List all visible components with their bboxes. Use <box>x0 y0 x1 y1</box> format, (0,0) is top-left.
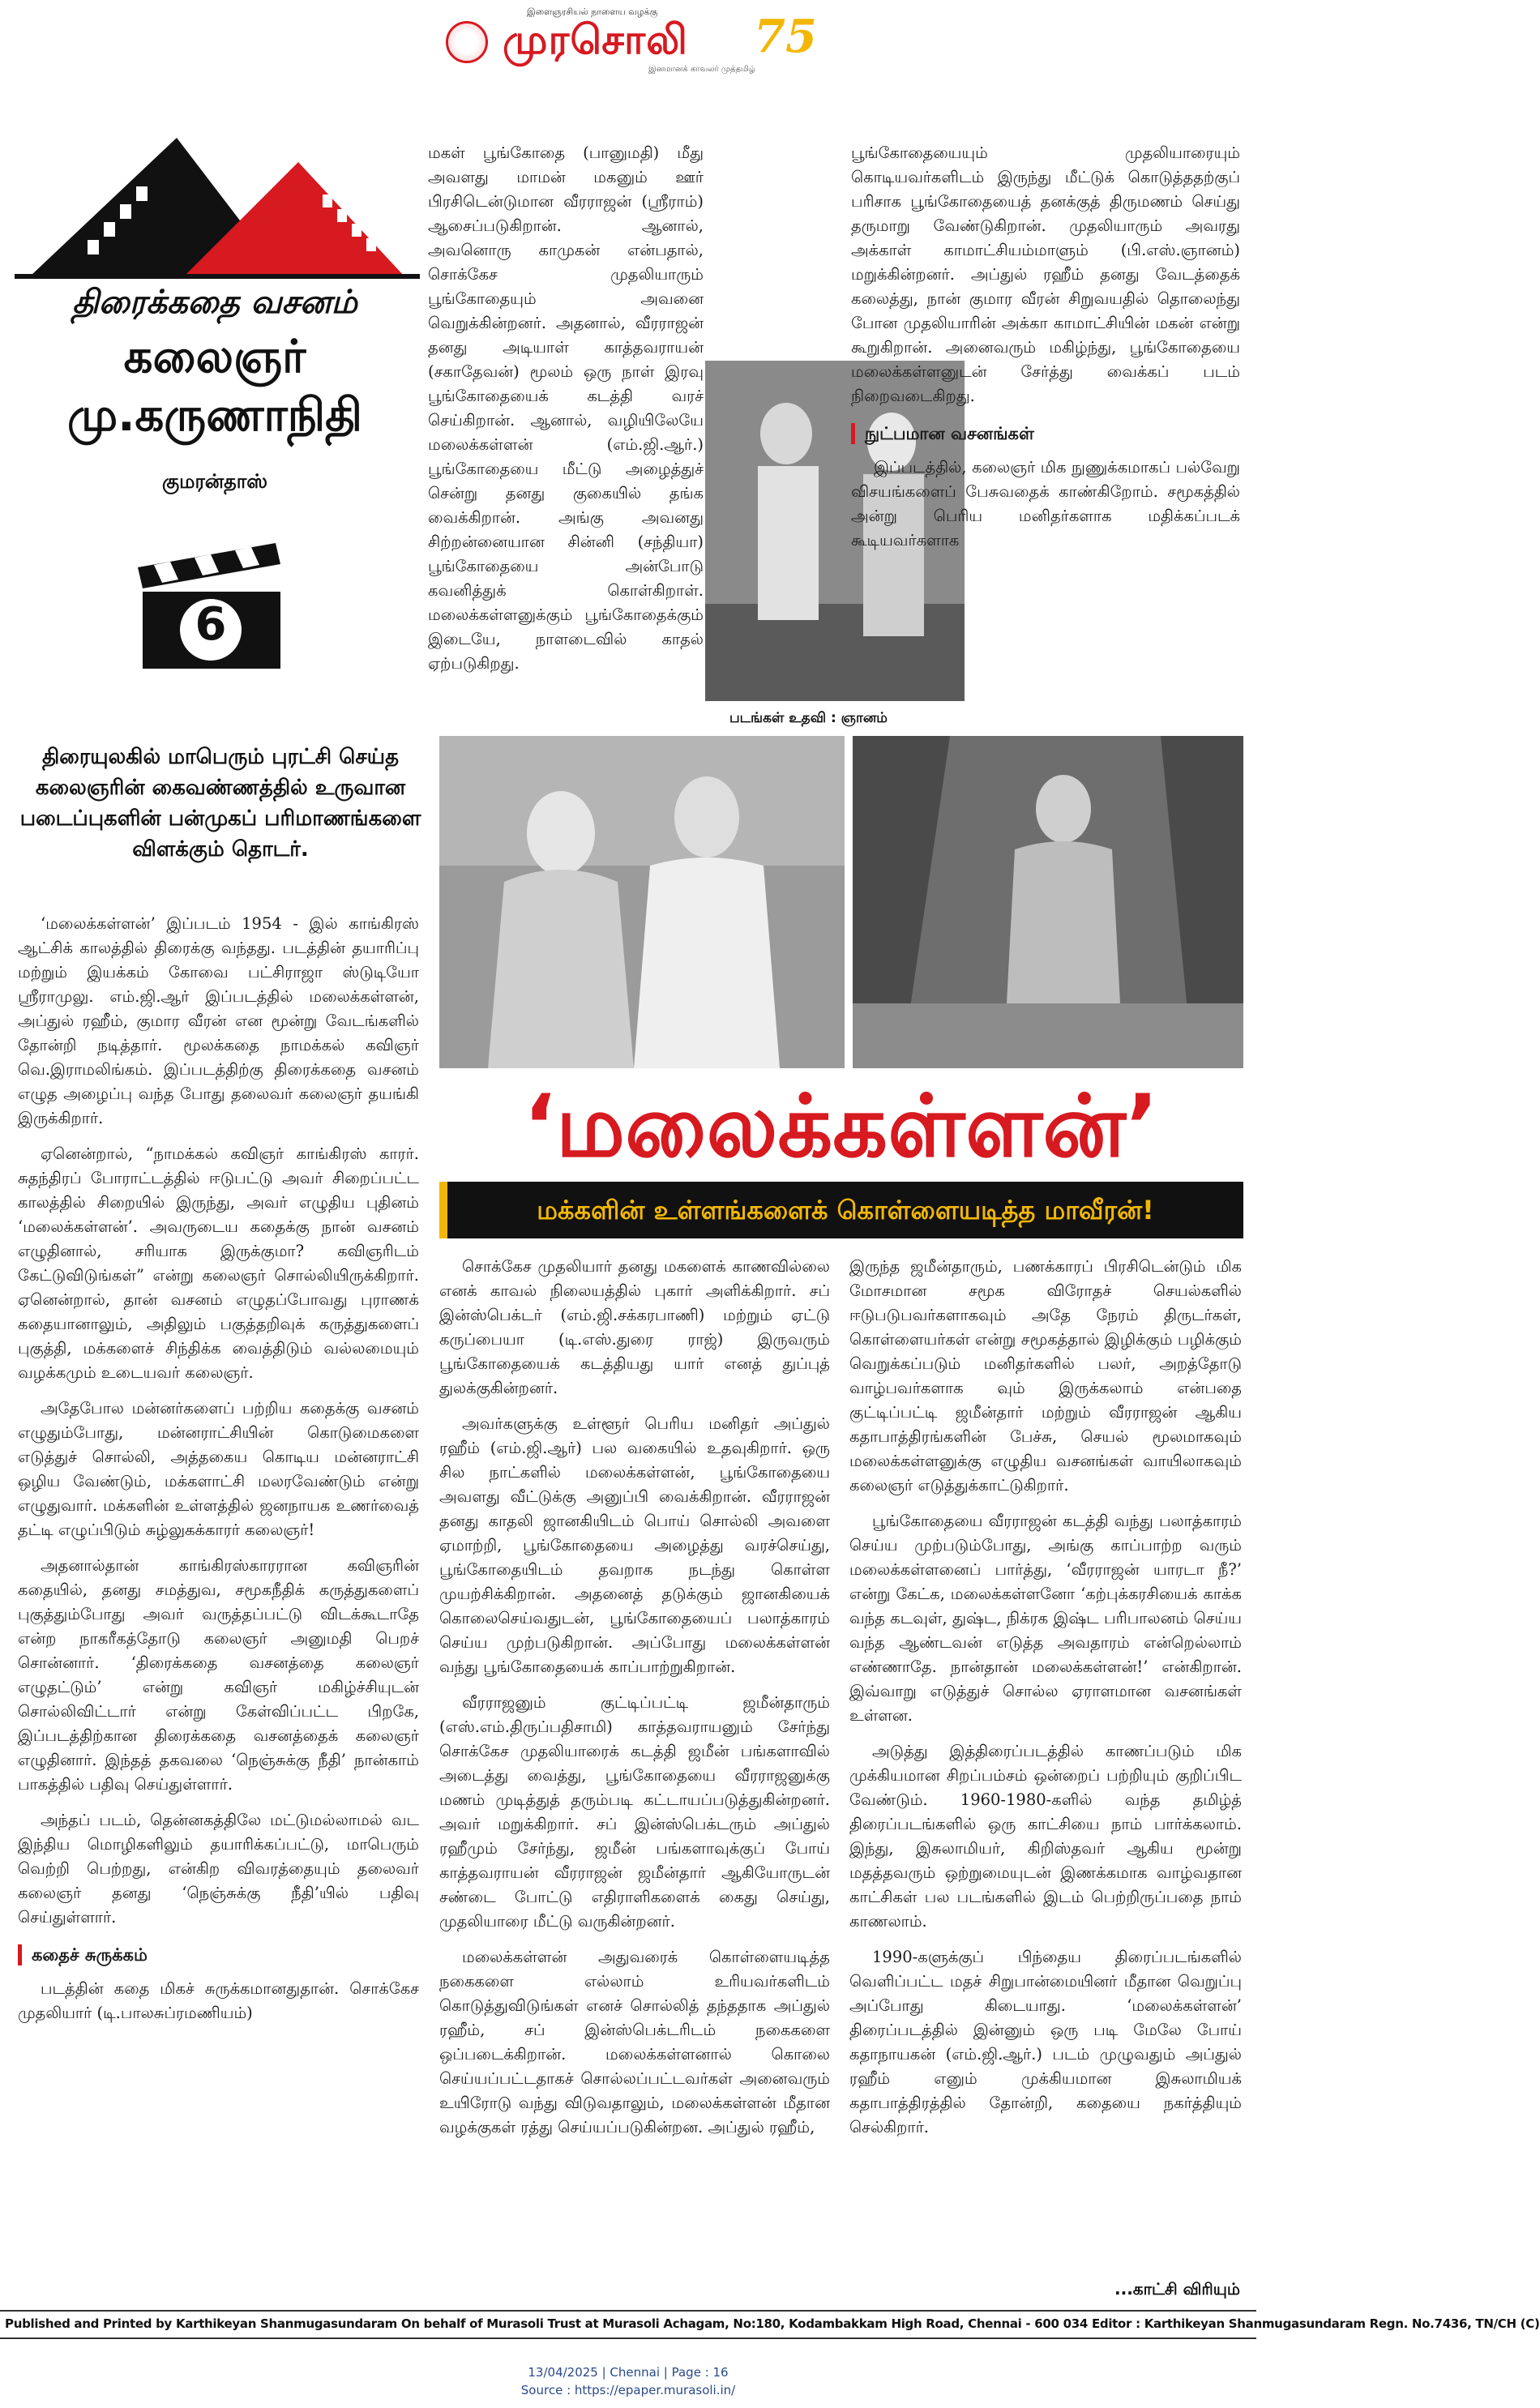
clapboard-icon <box>130 535 292 673</box>
subhead-dialogue <box>851 421 1240 446</box>
footer-dateline: 13/04/2025 | Chennai | Page : 16 <box>528 2365 729 2380</box>
left-p4: அதனால்தான் காங்கிரஸ்காரரான கவிஞரின் கதையில், தனது சமத்துவ, சமூகநீதிக் கருத்துகளைப் புகுத்தும்போது அவர் வருத்தப்பட்டு விடக்கூடாதே என்ற நாகரீகத்தோடு கலைஞர் அனுமதி பெறச் சொன்னார். ‘திரைக்கதை வசனத்தை கலைஞர் எழுதட்டும்’ என்று கவிஞர் மகிழ்ச்சியுடன் சொல்லிவிட்டார் என்று கேள்விப்பட்ட பிறகே, இப்படத்திற்கான திரைக்கதை வசனத்தைக் கலைஞர் எழுதினார். இந்தத் தகவலை ‘நெஞ்சுக்கு நீதி’ நான்காம் பாகத்தில் பதிவு செய்துள்ளார். <box>18 1556 419 1794</box>
right-bottom-p4: 1990-களுக்குப் பிந்தைய திரைப்படங்களில் வெளிப்பட்ட மதச் சிறுபான்மையினர் மீதான வெறுப்பு அப்போது கிடையாது. ‘மலைக்கள்ளன்’ திரைப்படத்தில் இன்னும் ஒரு படி மேலே போய் கதாநாயகன் (எம்.ஜி.ஆர்.) படம் முழுவதும் அப்துல் ரஹீம் எனும் முக்கியமான இசுலாமியக் கதாபாத்திரத்தில் தோன்றி, கதையை நகர்த்தியும் செல்கிறார். <box>849 1948 1242 2136</box>
mid-bottom-p1: சொக்கேச முதலியார் தனது மகளைக் காணவில்லை எனக் காவல் நிலையத்தில் புகார் அளிக்கிறார். சப் இன்ஸ்பெக்டர் (எம்.ஜி.சக்கரபாணி) மற்றும் ஏட்டு கருப்பையா (டி.எஸ்.துரை ராஜ்) இருவரும் பூங்கோதையைக் கடத்தியது யார் எனத் துப்புத் துலக்குகின்றனர். <box>439 1257 830 1397</box>
series-logo <box>15 130 420 280</box>
anniversary-badge: 75 <box>754 10 817 63</box>
footer-rule <box>0 2310 1256 2312</box>
middle-bottom-column <box>439 1255 830 2296</box>
footer-rule-2 <box>0 2337 1256 2339</box>
still-photo-couple <box>439 736 845 1068</box>
masthead <box>438 5 819 86</box>
right-top-p2: இப்படத்தில், கலைஞர் மிக நுணுக்கமாகப் பல்வேறு விசயங்களைப் பேசுவதைக் காண்கிறோம். சமூகத்தில் அன்று பெரிய மனிதர்களாக மதிக்கப்படக் கூடியவர்களாக <box>851 458 1240 550</box>
episode-number: 6 <box>195 598 227 651</box>
right-top-column <box>851 141 1240 708</box>
headline-title: ‘மலைக்கள்ளன்’ <box>523 1076 1159 1176</box>
right-top-p1: பூங்கோதையையும் முதலியாரையும் கொடியவர்களிடம் இருந்து மீட்டுக் கொடுத்ததற்குப் பரிசாக பூங்கோதையைத் தனக்குத் திருமணம் செய்து தருமாறு வேண்டுகிறான். முதலியாரும் அவரது அக்காள் காமாட்சியம்மாளும் (பி.எஸ்.ஞானம்) மறுக்கின்றனர். அப்துல் ரஹீம் தனது வேடத்தைக் கலைத்து, நான் குமார வீரன் சிறுவயதில் தொலைந்து போன முதலியாரின் அக்கா காமாட்சியின் மகன் என்று கூறுகிறான். அனைவரும் மகிழ்ந்து, பூங்கோதையை மலைக்கள்ளனுடன் சேர்த்து வைக்கப் படம் நிறைவடைகிறது. <box>851 143 1240 405</box>
masthead-sub: இனமானக் காவலர் முத்தமிழ் <box>648 65 755 74</box>
mid-bottom-p2: அவர்களுக்கு உள்ளூர் பெரிய மனிதர் அப்துல் ரஹீம் (எம்.ஜி.ஆர்) பல வகையில் உதவுகிறார். ஒரு சில நாட்களில் மலைக்கள்ளன், பூங்கோதையை அவளது வீட்டுக்கு அனுப்பி வைக்கிறான். வீரராஜன் தனது காதலி ஜானகியிடம் பொய் சொல்லி அவளை ஏமாற்றி, பூங்கோதையை அழைத்து வரச்செய்து, பூங்கோதையிடம் தவறாக நடந்து கொள்ள முயற்சிக்கிறான். அதனைத் தடுக்கும் ஜானகியைக் கொலைசெய்வதுடன், பூங்கோதையைப் பலாத்காரம் செய்ய முற்படுகிறான். அப்போது மலைக்கள்ளன் வந்து பூங்கோதையைக் காப்பாற்றுகிறான். <box>439 1414 830 1676</box>
subhead-bar <box>18 1944 22 1965</box>
right-bottom-p2: பூங்கோதையை வீரராஜன் கடத்தி வந்து பலாத்காரம் செய்ய முற்படும்போது, அங்கு காப்பாற்ற வரும் மலைக்கள்ளனைப் பார்த்து, ‘வீரராஜன் யாரடா நீ?’ என்று கேட்க, மலைக்கள்ளனோ ‘கற்புக்கரசியைக் காக்க வந்த கடவுள், துஷ்ட, நிக்ரக இஷ்ட பரிபாலனம் செய்ய வந்த ஆண்டவன் எடுத்த அவதாரம் என்றெல்லாம் எண்ணாதே. நான்தான் மலைக்கள்ளன்!’ என்கிறான். இவ்வாறு எடுத்துச் சொல்ல ஏராளமான வசனங்கள் உள்ளன. <box>849 1512 1242 1725</box>
left-p2: ஏனென்றால், “நாமக்கல் கவிஞர் காங்கிரஸ் காரர். சுதந்திரப் போராட்டத்தில் ஈடுபட்டு அவர் சிறைப்பட்ட காலத்தில் சிறையில் இருந்து, அவர் எழுதிய புதினம் ‘மலைக்கள்ளன்’. அவருடைய கதைக்கு நான் வசனம் எழுதினால், சரியாக இருக்குமா? கவிஞரிடம் கேட்டுவிடுங்கள்” என்று கலைஞர் சொல்லியிருக்கிறார். ஏனென்றால், தான் வசனம் எழுதப்போவது புராணக் கதையானாலும், அதிலும் பகுத்தறிவுக் கருத்துகளைப் புகுத்தி, மக்களைச் சிந்திக்க வைத்திடும் வல்லமையும் வழக்கமும் உடையவர் கலைஞர். <box>18 1144 419 1382</box>
emblem-icon <box>446 21 488 63</box>
subhead-bar <box>851 423 855 444</box>
series-title-2: கலைஞர் <box>123 331 306 383</box>
left-p6: படத்தின் கதை மிகச் சுருக்கமானதுதான். சொக்கேச முதலியார் (டி.பாலசுப்ரமணியம்) <box>18 1979 419 2022</box>
subhead-dialogue-label: நுட்பமான வசனங்கள் <box>865 424 1034 443</box>
masthead-name: முரசொலி <box>503 16 688 63</box>
headline-subtitle: மக்களின் உள்ளங்களைக் கொள்ளையடித்த மாவீரன்! <box>537 1195 1154 1225</box>
left-p5: அந்தப் படம், தென்னகத்திலே மட்டுமல்லாமல் வட இந்திய மொழிகளிலும் தயாரிக்கப்பட்டு, மாபெரும் வெற்றி பெற்றது, என்கிற விவரத்தையும் தலைவர் கலைஞர் தனது ‘நெஞ்சுக்கு நீதி’யில் பதிவு செய்துள்ளார். <box>18 1811 419 1927</box>
left-column <box>18 912 419 2294</box>
byline: குமரன்தாஸ் <box>161 470 268 493</box>
left-p1: ‘மலைக்கள்ளன்’ இப்படம் 1954 - இல் காங்கிரஸ் ஆட்சிக் காலத்தில் திரைக்கு வந்தது. படத்தின் தயாரிப்பு மற்றும் இயக்கம் கோவை பட்சிராஜா ஸ்டுடியோ ஸ்ரீராமுலு. எம்.ஜி.ஆர் இப்படத்தில் மலைக்கள்ளன், அப்துல் ரஹீம், குமார வீரன் என மூன்று வேடங்களில் தோன்றி நடித்தார். மூலக்கதை நாமக்கல் கவிஞர் வெ.இராமலிங்கம். இப்படத்திற்கு திரைக்கதை வசனம் எழுத அழைப்பு வந்த போது தலைவர் கலைஞர் தயங்கி இருக்கிறார். <box>18 914 419 1127</box>
film-triangles-icon <box>15 130 420 280</box>
footer-imprint: Published and Printed by Karthikeyan Shanmugasundaram On behalf of Murasoli Trust at Murasoli Achagam, No:180, Kodambakkam High Road, Chennai - 600 034 Editor : Karthikeyan Shanmugasundaram Regn. No.7436, TN/CH (C) <box>5 2316 1540 2331</box>
middle-top-column <box>428 141 704 708</box>
continued-note: ...காட்சி விரியும் <box>1114 2279 1240 2299</box>
mid-bottom-p3: வீரராஜனும் குட்டிப்பட்டி ஜமீன்தாரும் (எஸ்.எம்.திருப்பதிசாமி) காத்தவராயனும் சேர்ந்து சொக்கேச முதலியாரைக் கடத்தி ஜமீன் பங்களாவில் அடைத்து வைத்து, பூங்கோதையை வீரராஜனுக்கு மணம் முடித்துத் தரும்படி கட்டாயப்படுத்துகின்றனர். அவர் மறுக்கிறார். சப் இன்ஸ்பெக்டரும் அப்துல் ரஹீமும் சேர்ந்து, ஜமீன் பங்களாவுக்குப் போய் காத்தவராயன் வீரராஜன் ஜமீன்தார் ஆகியோருடன் சண்டை போட்டு எதிராளிகளைக் கைது செய்து, முதலியாரை மீட்டு வருகின்றனர். <box>439 1693 830 1931</box>
headline-subtitle-bar <box>439 1182 1243 1238</box>
photo-credit: படங்கள் உதவி : ஞானம் <box>729 710 888 726</box>
masthead-tagline: இளைஞரசியல் நாளைய வழக்கு <box>527 6 658 17</box>
left-p3: அதேபோல மன்னர்களைப் பற்றிய கதைக்கு வசனம் எழுதும்போது, மன்னராட்சியின் கொடுமைகளை எடுத்துச் சொல்லி, அத்தகைய கொடிய மன்னராட்சி ஒழிய வேண்டும், மக்களாட்சி மலரவேண்டும் என்று எழுதுவார். மக்களின் உள்ளத்தில் ஜனநாயக உணர்வைத் தட்டி எழுப்பிடும் சுழ்லுகக்காரர் கலைஞர்! <box>18 1399 419 1539</box>
right-bottom-column <box>849 1255 1242 2272</box>
series-title-1: திரைக்கதை வசனம் <box>72 284 357 321</box>
mid-top-p1: மகள் பூங்கோதை (பானுமதி) மீது அவளது மாமன் மகனும் ஊர் பிரசிடென்டுமான வீரராஜன் (ஸ்ரீராம்) ஆசைப்படுகிறான். ஆனால், அவனொரு காமுகன் என்பதால், சொக்கேச முதலியாரும் பூங்கோதையும் அவனை வெறுக்கின்றனர். அதனால், வீரராஜன் தனது அடியாள் காத்தவராயன் (சகாதேவன்) மூலம் ஒரு நாள் இரவு பூங்கோதையைக் கடத்தி வரச் செய்கிறான். ஆனால், வழியிலேயே மலைக்கள்ளன் (எம்.ஜி.ஆர்.) பூங்கோதையை மீட்டு அழைத்துச் சென்று தனது குகையில் தங்க வைக்கிறான். அங்கு அவனது சிற்றன்னையான சின்னி (சந்தியா) பூங்கோதையை அன்போடு கவனித்துக் கொள்கிறாள். மலைக்கள்ளனுக்கும் பூங்கோதைக்கும் இடையே, நாளடைவில் காதல் ஏற்படுகிறது. <box>428 143 704 673</box>
right-bottom-p1: இருந்த ஜமீன்தாரும், பணக்காரப் பிரசிடென்டும் மிக மோசமான சமூக விரோதச் செயல்களில் ஈடுபடுபவர்களாகவும் அதே நேரம் திருடர்கள், கொள்ளையர்கள் என்று சமூகத்தால் இழிக்கும் பழிக்கும் வெறுக்கப்படும் மனிதர்களில் பலர், அறத்தோடு வாழ்பவர்களாக வும் இருக்கலாம் என்பதை குட்டிப்பட்டி ஜமீன்தார் மற்றும் வீரராஜன் ஆகிய கதாபாத்திரங்களின் பேச்சு, செயல் மூலமாகவும் மலைக்கள்ளனுக்கு எழுதிய வசனங்கள் வாயிலாகவும் கலைஞர் எடுத்துக்காட்டுகிறார். <box>849 1257 1242 1495</box>
series-intro: திரையுலகில் மாபெரும் புரட்சி செய்த கலைஞரின் கைவண்ணத்தில் உருவான படைப்புகளின் பன்முகப் பரிமாணங்களை விளக்கும் தொடர். <box>19 745 421 862</box>
subhead-story <box>18 1943 419 1967</box>
subhead-story-label: கதைச் சுருக்கம் <box>32 1945 148 1965</box>
footer-source: Source : https://epaper.murasoli.in/ <box>520 2383 736 2397</box>
mid-bottom-p4: மலைக்கள்ளன் அதுவரைக் கொள்ளையடித்த நகைகளை எல்லாம் உரியவர்களிடம் கொடுத்துவிடுங்கள் எனச் சொல்லித் தந்ததாக அப்துல் ரஹீம், சப் இன்ஸ்பெக்டரிடம் நகைகளை ஒப்படைக்கிறான். மலைக்கள்ளனால் கொலை செய்யப்பட்டதாகச் சொல்லப்பட்டவர்கள் அனைவரும் உயிரோடு வந்து விடுவதாலும், மலைக்கள்ளன் மீதான வழக்குகள் ரத்து செய்யப்படுகின்றன. அப்துல் ரஹீம், <box>439 1948 830 2136</box>
still-photo-forest <box>853 736 1243 1068</box>
right-bottom-p3: அடுத்து இத்திரைப்படத்தில் காணப்படும் மிக முக்கியமான சிறப்பம்சம் ஒன்றைப் பற்றியும் குறிப்பிட வேண்டும். 1960-1980-களில் வந்த தமிழ்த் திரைப்படங்களில் ஒரு காட்சியை நாம் பார்க்கலாம். இந்து, இசுலாமியர், கிறிஸ்தவர் ஆகிய மூன்று மதத்தவரும் ஒற்றுமையுடன் இணக்கமாக வாழ்வதான காட்சிகள் பல படங்களில் இடம் பெற்றிருப்பதை நாம் காணலாம். <box>849 1742 1242 1931</box>
series-title-3: மு.கருணாநிதி <box>67 389 362 442</box>
